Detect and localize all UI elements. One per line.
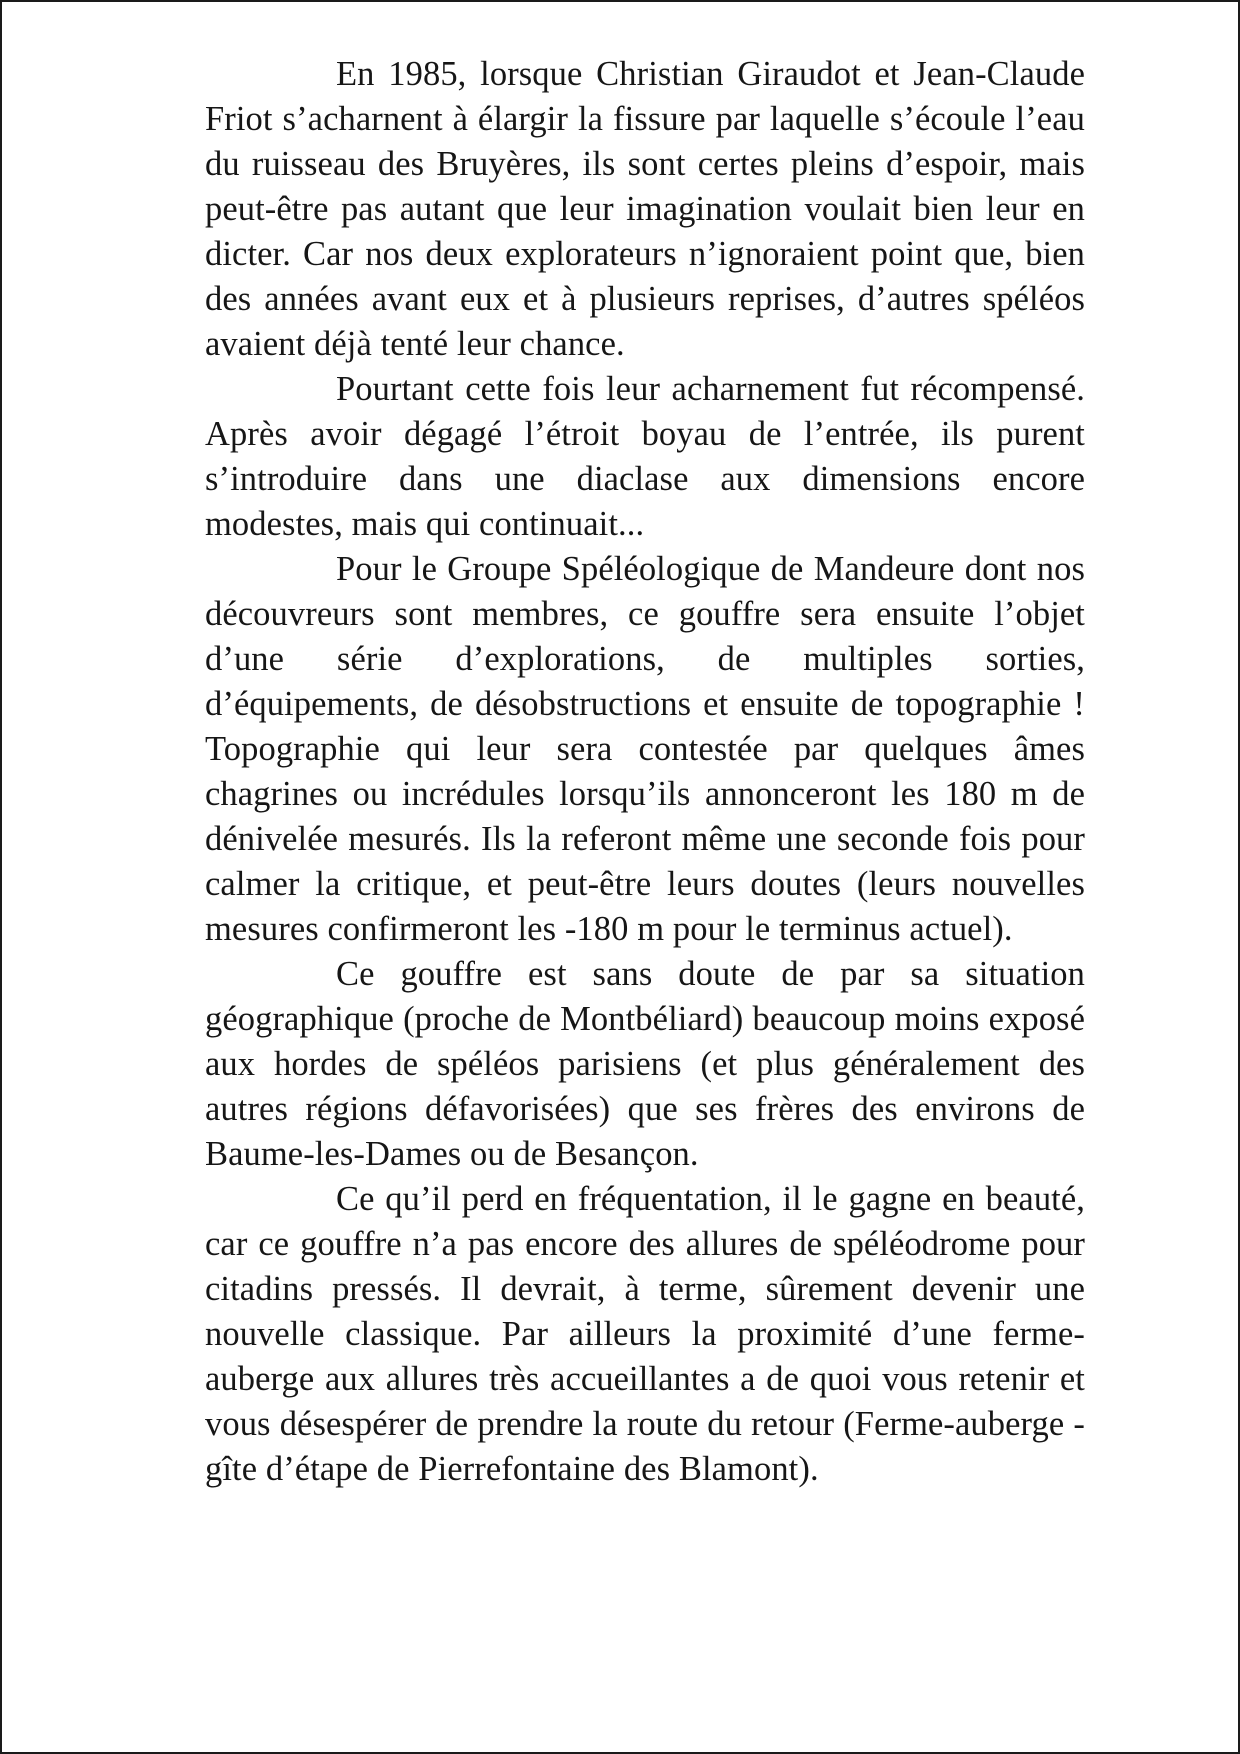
body-text xyxy=(205,52,1085,1492)
paragraph-1: En 1985, lorsque Christian Giraudot et Jean-Claude Friot s’acharnent à élargir la fissure par laquelle s’écoule l’eau du ruisseau des Bruyères, ils sont certes pleins d’espoir, mais peut-être pas autant que leur imagination voulait bien leur en dicter. Car nos deux explorateurs n’ignoraient point que, bien des années avant eux et à plusieurs reprises, d’autres spéléos avaient déjà tenté leur chance. xyxy=(205,55,1085,363)
paragraph-2: Pourtant cette fois leur acharnement fut récompensé. Après avoir dégagé l’étroit boyau de l’entrée, ils purent s’introduire dans une diaclase aux dimensions encore modestes, mais qui continuait... xyxy=(205,370,1085,543)
paragraph-3: Pour le Groupe Spéléologique de Mandeure dont nos découvreurs sont membres, ce gouffre sera ensuite l’objet d’une série d’explorations, de multiples sorties, d’équipements, de désobstructions et ensuite de topographie ! Topographie qui leur sera contestée par quelques âmes chagrines ou incrédules lorsqu’ils annonceront les 180 m de dénivelée mesurés. Ils la referont même une seconde fois pour calmer la critique, et peut-être leurs doutes (leurs nouvelles mesures confirmeront les -180 m pour le terminus actuel). xyxy=(205,550,1085,948)
paragraph-5: Ce qu’il perd en fréquentation, il le gagne en beauté, car ce gouffre n’a pas encore des allures de spéléodrome pour citadins pressés. Il devrait, à terme, sûrement devenir une nouvelle classique. Par ailleurs la proximité d’une ferme-auberge aux allures très accueillantes a de quoi vous retenir et vous désespérer de prendre la route du retour (Ferme-auberge - gîte d’étape de Pierrefontaine des Blamont). xyxy=(205,1180,1085,1488)
paragraph-4: Ce gouffre est sans doute de par sa situation géographique (proche de Montbéliard) beaucoup moins exposé aux hordes de spéléos parisiens (et plus généralement des autres régions défavorisées) que ses frères des environs de Baume-les-Dames ou de Besançon. xyxy=(205,955,1085,1173)
